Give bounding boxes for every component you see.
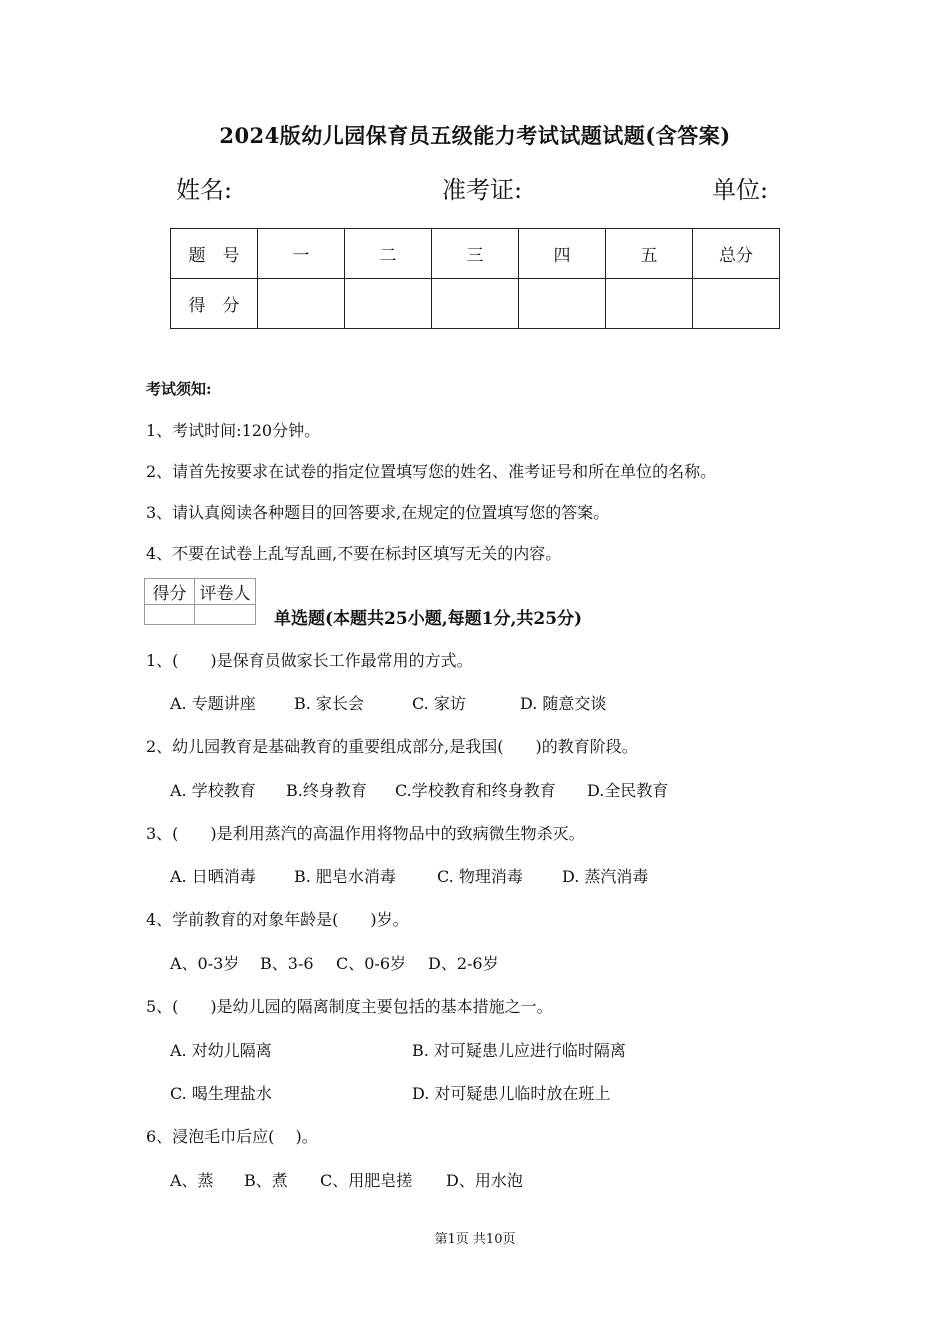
- question-stem: 4、学前教育的对象年龄是( )岁。: [146, 910, 409, 929]
- note-item: 1、考试时间:120分钟。: [146, 421, 321, 440]
- score-table-cell: 一: [258, 229, 345, 279]
- page-title: 2024版幼儿园保育员五级能力考试试题试题(含答案): [219, 123, 731, 148]
- option: A. 专题讲座: [170, 694, 256, 713]
- question-stem: 5、( )是幼儿园的隔离制度主要包括的基本措施之一。: [146, 997, 553, 1016]
- note-item: 3、请认真阅读各种题目的回答要求,在规定的位置填写您的答案。: [146, 503, 610, 522]
- score-table: [170, 228, 780, 329]
- notes-heading: 考试须知:: [146, 380, 212, 398]
- option: D. 蒸汽消毒: [562, 867, 649, 886]
- score-table-score-row: [171, 279, 780, 329]
- score-entry-cell: [345, 279, 432, 329]
- section-title: 单选题(本题共25小题,每题1分,共25分): [274, 609, 583, 629]
- option: A. 日晒消毒: [170, 867, 256, 886]
- option: D.全民教育: [587, 781, 669, 800]
- option: C. 物理消毒: [437, 867, 523, 886]
- score-table-cell: 二: [345, 229, 432, 279]
- option: B、煮: [244, 1171, 288, 1190]
- score-table-cell: 四: [519, 229, 606, 279]
- option: C. 喝生理盐水: [170, 1084, 272, 1103]
- score-table-cell: 题 号: [171, 229, 258, 279]
- option: B. 家长会: [294, 694, 364, 713]
- question-stem: 6、浸泡毛巾后应( )。: [146, 1127, 318, 1146]
- option: A、0-3岁: [170, 954, 240, 973]
- question-stem: 3、( )是利用蒸汽的高温作用将物品中的致病微生物杀灭。: [146, 824, 585, 843]
- option: A、蒸: [170, 1171, 214, 1190]
- option: B. 肥皂水消毒: [294, 867, 396, 886]
- grader-box-cell: [195, 605, 256, 625]
- name-field-label: 姓名:: [176, 176, 233, 204]
- option: D. 对可疑患儿临时放在班上: [412, 1084, 611, 1103]
- score-table-cell: 总分: [693, 229, 780, 279]
- score-table-cell: 五: [606, 229, 693, 279]
- page-footer: 第1页 共10页: [434, 1232, 516, 1247]
- score-entry-cell: [519, 279, 606, 329]
- score-table-cell: 得 分: [171, 279, 258, 329]
- unit-field-label: 单位:: [712, 176, 769, 204]
- option: C、0-6岁: [336, 954, 407, 973]
- option: D、2-6岁: [428, 954, 499, 973]
- note-item: 4、不要在试卷上乱写乱画,不要在标封区填写无关的内容。: [146, 544, 562, 563]
- question-stem: 1、( )是保育员做家长工作最常用的方式。: [146, 651, 473, 670]
- score-entry-cell: [606, 279, 693, 329]
- grader-box-grader-label: 评卷人: [195, 579, 256, 605]
- option: B. 对可疑患儿应进行临时隔离: [412, 1041, 626, 1060]
- score-table-cell: 三: [432, 229, 519, 279]
- score-entry-cell: [432, 279, 519, 329]
- option: C. 家访: [412, 694, 466, 713]
- option: B、3-6: [260, 954, 314, 973]
- option: D、用水泡: [446, 1171, 523, 1190]
- option: C、用肥皂搓: [320, 1171, 413, 1190]
- option: A. 对幼儿隔离: [170, 1041, 272, 1060]
- option: D. 随意交谈: [520, 694, 607, 713]
- option: C.学校教育和终身教育: [395, 781, 556, 800]
- score-entry-cell: [258, 279, 345, 329]
- score-table-header-row: [171, 229, 780, 279]
- option: A. 学校教育: [170, 781, 256, 800]
- grader-box-score-label: 得分: [145, 579, 195, 605]
- note-item: 2、请首先按要求在试卷的指定位置填写您的姓名、准考证号和所在单位的名称。: [146, 462, 717, 481]
- exam-id-field-label: 准考证:: [442, 176, 523, 204]
- score-entry-cell: [693, 279, 780, 329]
- grader-box-cell: [145, 605, 195, 625]
- option: B.终身教育: [286, 781, 367, 800]
- question-stem: 2、幼儿园教育是基础教育的重要组成部分,是我国( )的教育阶段。: [146, 737, 638, 756]
- grader-box: [144, 578, 256, 625]
